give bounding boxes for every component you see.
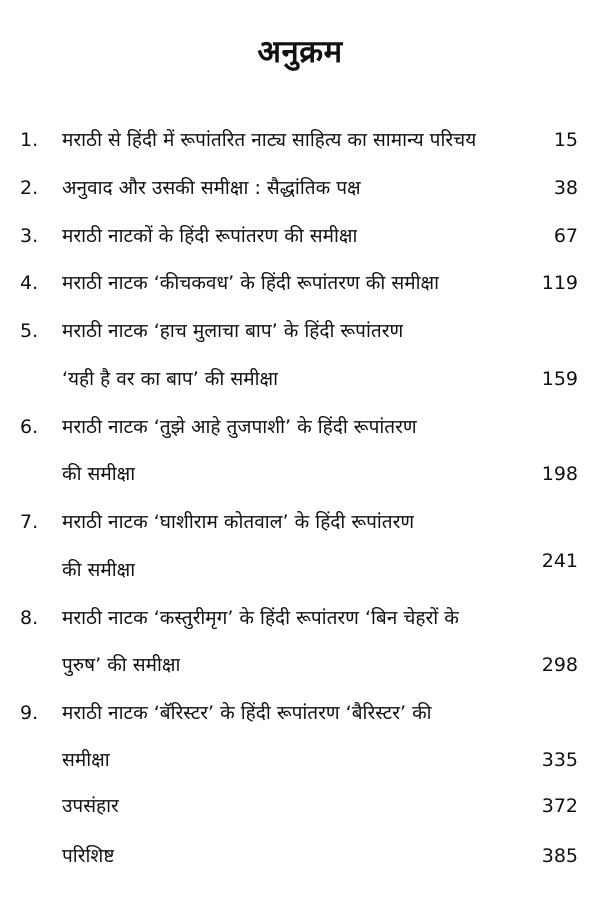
entry-title: मराठी नाटक ‘घाशीराम कोतवाल’ के हिंदी रूपांतरण — [62, 511, 415, 533]
entry-title: मराठी नाटक ‘हाच मुलाचा बाप’ के हिंदी रूपांतरण — [62, 320, 404, 342]
toc-entry-3 — [0, 221, 600, 251]
entry-number: 7. — [20, 511, 39, 533]
toc-entry-4 — [0, 268, 600, 298]
toc-entry-2 — [0, 173, 600, 203]
entry-title: उपसंहार — [62, 795, 119, 817]
entry-title: मराठी नाटकों के हिंदी रूपांतरण की समीक्षा — [62, 225, 358, 247]
entry-number: 4. — [20, 272, 39, 294]
toc-entry-8-continued — [0, 650, 600, 680]
entry-number: 3. — [20, 225, 39, 247]
entry-page-number: 38 — [553, 177, 578, 199]
entry-page-number: 119 — [541, 272, 578, 294]
toc-entry-5 — [0, 316, 600, 346]
entry-title: परिशिष्ट — [62, 845, 115, 867]
entry-title-continued: की समीक्षा — [62, 559, 136, 581]
entry-title: मराठी नाटक ‘कस्तुरीमृग’ के हिंदी रूपांतरण ‘बिन चेहरों के — [62, 607, 459, 629]
toc-entry-6-continued — [0, 459, 600, 489]
entry-page-number: 298 — [541, 654, 578, 676]
toc-entry-8 — [0, 603, 600, 633]
entry-page-number: 385 — [541, 845, 578, 867]
toc-entry-9 — [0, 698, 600, 728]
entry-page-number: 67 — [553, 225, 578, 247]
toc-entry-9-continued — [0, 745, 600, 775]
entry-page-number: 198 — [541, 463, 578, 485]
entry-page-number: 159 — [541, 368, 578, 390]
entry-page-number: 335 — [541, 749, 578, 771]
entry-page-number: 372 — [541, 795, 578, 817]
entry-number: 1. — [20, 129, 39, 151]
toc-entry-7 — [0, 507, 600, 537]
entry-page-number: 15 — [553, 129, 578, 151]
page-title: अनुक्रम — [257, 34, 343, 70]
entry-number: 2. — [20, 177, 39, 199]
entry-title: मराठी नाटक ‘कीचकवध’ के हिंदी रूपांतरण की समीक्षा — [62, 272, 440, 294]
toc-entry-1 — [0, 125, 600, 155]
entry-title-continued: की समीक्षा — [62, 463, 136, 485]
entry-page-number: 241 — [541, 550, 578, 572]
entry-title-continued: ‘यही है वर का बाप’ की समीक्षा — [62, 368, 279, 390]
toc-entry-7-continued — [0, 555, 600, 585]
entry-title: मराठी से हिंदी में रूपांतरित नाट्य साहित्य का सामान्य परिचय — [62, 129, 477, 151]
toc-entry-6 — [0, 412, 600, 442]
toc-entry-5-continued — [0, 364, 600, 394]
entry-title: अनुवाद और उसकी समीक्षा : सैद्धांतिक पक्ष — [62, 177, 361, 199]
entry-number: 8. — [20, 607, 39, 629]
entry-title: मराठी नाटक ‘तुझे आहे तुजपाशी’ के हिंदी रूपांतरण — [62, 416, 417, 438]
entry-title-continued: पुरुष’ की समीक्षा — [62, 654, 181, 676]
entry-number: 6. — [20, 416, 39, 438]
entry-title-continued: समीक्षा — [62, 749, 110, 771]
toc-entry-appendix — [0, 841, 600, 871]
toc-entry-conclusion — [0, 791, 600, 821]
entry-number: 9. — [20, 702, 39, 724]
entry-title: मराठी नाटक ‘बॅरिस्टर’ के हिंदी रूपांतरण ‘बैरिस्टर’ की — [62, 702, 432, 724]
entry-number: 5. — [20, 320, 39, 342]
